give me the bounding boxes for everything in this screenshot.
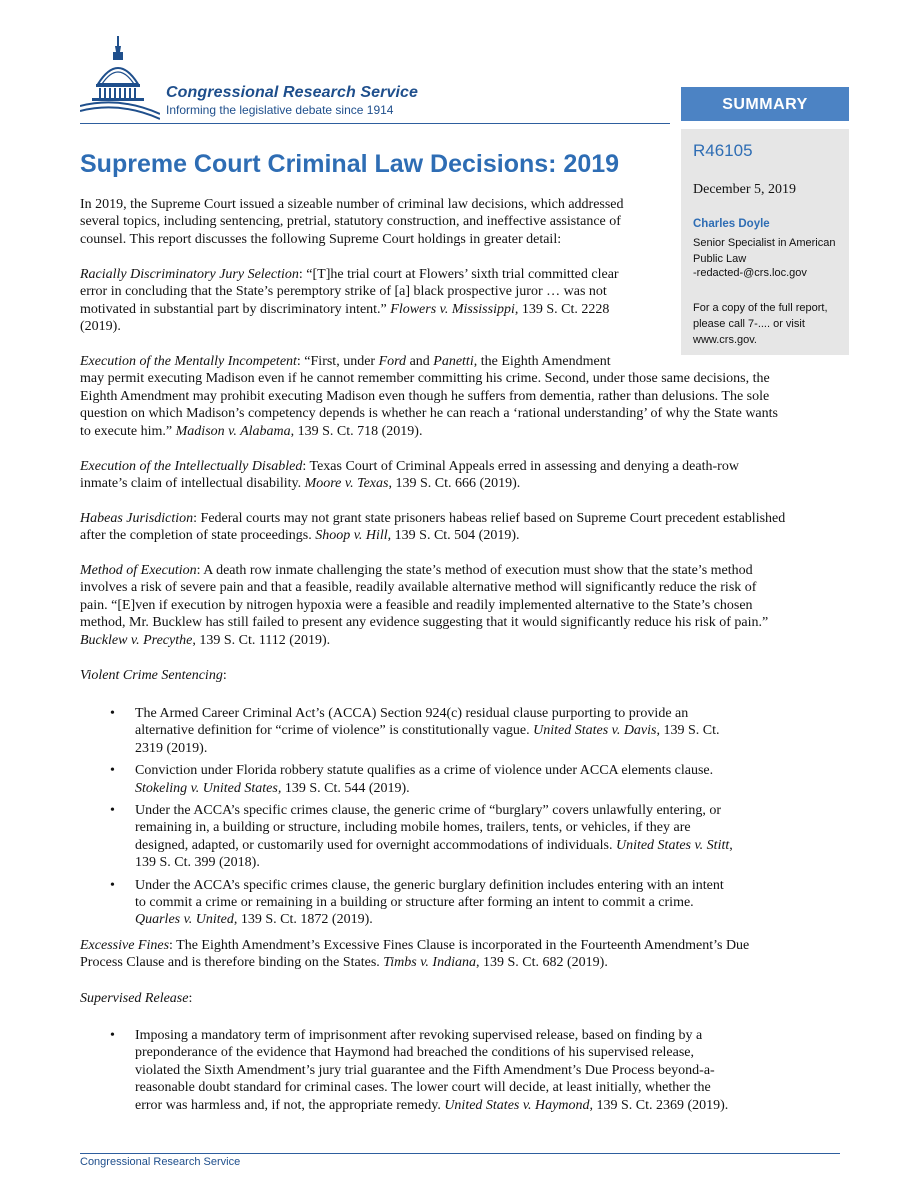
bullet-icon: • — [110, 803, 115, 819]
holding-label: Habeas Jurisdiction — [80, 511, 194, 526]
holding-label: Method of Execution — [80, 563, 197, 578]
bullet-icon: • — [110, 763, 115, 779]
case-citation: Moore v. Texas — [304, 476, 389, 492]
summary-sidebar — [681, 87, 849, 355]
case-citation: United States v. Davis — [533, 723, 657, 739]
org-tagline: Informing the legislative debate since 1914 — [166, 103, 394, 117]
case-citation: Bucklew v. Precythe — [80, 632, 193, 648]
holding-label: Racially Discriminatory Jury Selection — [80, 267, 299, 282]
holding-habeas-jurisdiction: Habeas Jurisdiction: Federal courts may not grant state prisoners habeas relief based on Supreme Court precedent established after the completion of state proceedings. Shoop v. Hill, 139 S. Ct. 504 (2019). — [80, 511, 786, 544]
list-item: • Imposing a mandatory term of imprisonment after revoking supervised release, based on finding by a preponderance of the evidence that Haymond had breached the conditions of his supervised release, violated the Sixth Amendment’s jury trial guarantee and the Fifth Amendment’s Due Process beyond-a- reasonable doubt standard for criminal cases. The lower court will decide, at least initially, whether the error was harmless and, if not, the appropriate remedy. United States v. Haymond, 139 S. Ct. 2369 (2019). — [110, 1028, 729, 1113]
report-date: December 5, 2019 — [693, 182, 797, 197]
case-citation: Madison v. Alabama — [175, 423, 291, 439]
case-citation: Shoop v. Hill — [315, 528, 388, 544]
bullet-icon: • — [110, 877, 115, 893]
list-item: • Under the ACCA’s specific crimes clause, the generic burglary definition includes entering with an intent to commit a crime or remaining in a building or structure after forming an intent to commit a crime. Quarles v. United, 139 S. Ct. 1872 (2019). — [110, 877, 724, 928]
report-number: R46105 — [693, 141, 753, 160]
violent-crime-bullet-list — [80, 705, 780, 934]
case-citation: Stokeling v. United States, — [135, 780, 282, 796]
holding-mentally-incompetent: Execution of the Mentally Incompetent: “First, under Ford and Panetti, the Eighth Amendment may permit executing Madison even if he cannot remember committing his crime. Second, under those same decisions, the Eighth Amendment may prohibit executing Madison even though he suffers from dementia, rather than delusions. The sole question on which Madison’s competency depends is whether he can reach a ‘rational understanding’ of why the State wants to execute him.” Madison v. Alabama, 139 S. Ct. 718 (2019). — [80, 354, 778, 439]
case-citation: United States v. Haymond — [444, 1097, 590, 1113]
bullet-icon: • — [110, 1028, 115, 1043]
capitol-dome-icon — [80, 34, 160, 120]
case-citation: Quarles v. United — [135, 912, 234, 928]
case-citation: Timbs v. Indiana — [383, 955, 476, 971]
author-title: Senior Specialist in American Public Law — [693, 237, 836, 265]
case-citation: United States v. Stitt — [615, 837, 730, 853]
list-item: • Under the ACCA’s specific crimes clause, the generic crime of “burglary” covers unlawfully entering, or remaining in, a building or structure, including mobile homes, trailers, tents, or vehicles, if they are designed, adapted, or customarily used for overnight accommodations of individuals. United States v. Stitt, 139 S. Ct. 399 (2018). — [110, 803, 733, 871]
holding-violent-crime-sentencing: Violent Crime Sentencing: — [80, 668, 227, 683]
holding-method-of-execution: Method of Execution: A death row inmate challenging the state’s method of execution must show that the state’s method involves a risk of severe pain and that a feasible, readily available alternative method will significantly reduce the risk of pain. “[E]ven if execution by nitrogen hypoxia were a feasible and readily implemented alternative to the State’s chosen method, Mr. Bucklew has still failed to present any evidence suggesting that it would significantly reduce his risk of pain.” Bucklew v. Precythe, 139 S. Ct. 1112 (2019). — [80, 563, 769, 648]
holding-supervised-release: Supervised Release: — [80, 991, 193, 1006]
author-name[interactable]: Charles Doyle — [693, 218, 770, 230]
intro-paragraph: In 2019, the Supreme Court issued a sizeable number of criminal law decisions, which addressed several topics, including sentencing, pretrial, statutory construction, and ineffective assistance of counsel. This report discusses the following Supreme Court holdings in greater detail: — [80, 197, 624, 247]
bullet-icon: • — [110, 706, 115, 721]
holding-label: Excessive Fines — [80, 938, 170, 953]
holding-intellectually-disabled: Execution of the Intellectually Disabled: Texas Court of Criminal Appeals erred in assessing and denying a death-row inmate’s claim of intellectual disability. Moore v. Texas, 139 S. Ct. 666 (2019). — [80, 459, 739, 492]
holding-label: Execution of the Intellectually Disabled — [80, 459, 303, 474]
org-name: Congressional Research Service — [166, 84, 419, 101]
copy-note: For a copy of the full report, please call 7-.... or visit www.crs.gov. — [693, 302, 828, 346]
header-divider — [80, 123, 670, 124]
holding-label: Supervised Release — [80, 991, 189, 1006]
crs-header — [80, 34, 670, 124]
holding-jury-selection: Racially Discriminatory Jury Selection: “[T]he trial court at Flowers’ sixth trial committed clear error in concluding that the State’s peremptory strike of [a] black prospective juror … was not motivated in substantial part by discriminatory intent.” Flowers v. Mississippi, 139 S. Ct. 2228 (2019). — [80, 267, 619, 335]
footer-text: Congressional Research Service — [80, 1156, 241, 1168]
list-item: • Conviction under Florida robbery statute qualifies as a crime of violence under ACCA elements clause. Stokeling v. United States, 139 S. Ct. 544 (2019). — [110, 763, 714, 796]
list-item: • The Armed Career Criminal Act’s (ACCA) Section 924(c) residual clause purporting to provide an alternative definition for “crime of violence” is constitutionally vague. United States v. Davis, 139 S. Ct. 2319 (2019). — [110, 706, 720, 756]
holding-excessive-fines: Excessive Fines: The Eighth Amendment’s Excessive Fines Clause is incorporated in the Fourteenth Amendment’s Due Process Clause and is therefore binding on the States. Timbs v. Indiana, 139 S. Ct. 682 (2019). — [80, 938, 750, 971]
author-email[interactable]: -redacted-@crs.loc.gov — [693, 267, 807, 279]
holding-label: Violent Crime Sentencing — [80, 668, 223, 683]
holding-label: Execution of the Mentally Incompetent — [80, 354, 297, 369]
case-citation: Flowers v. Mississippi — [390, 301, 515, 317]
footer-divider — [80, 1153, 840, 1154]
supervised-release-bullet-list — [80, 1027, 800, 1119]
page-title: Supreme Court Criminal Law Decisions: 2019 — [80, 150, 620, 178]
summary-tab: SUMMARY — [681, 87, 849, 121]
